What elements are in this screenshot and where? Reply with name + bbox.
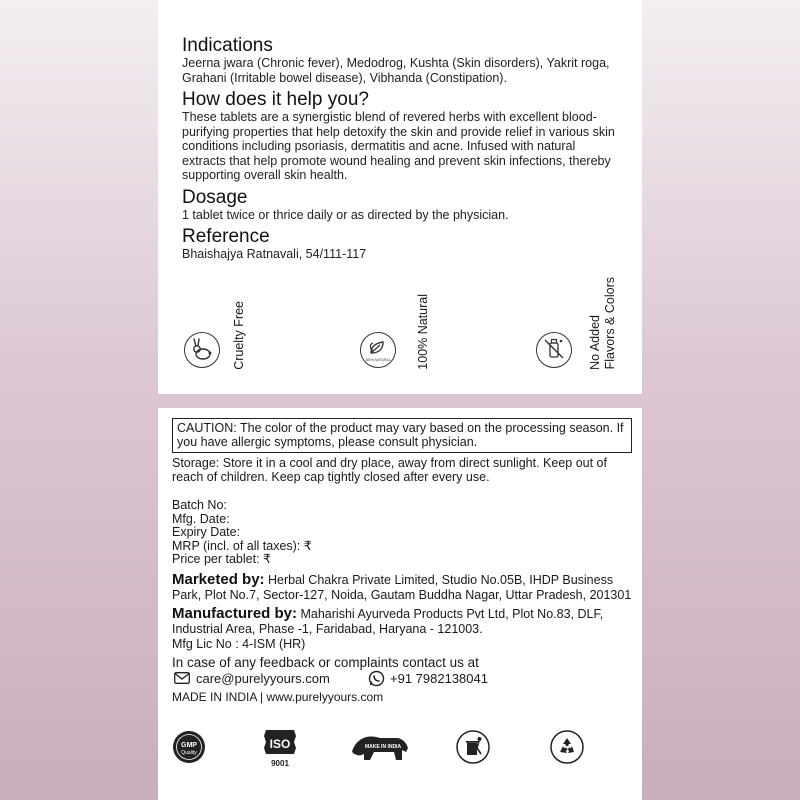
indications-text: Jeerna jwara (Chronic fever), Medodrog, Kushta (Skin disorders), Yakrit roga, Grahani (Irritable bowel disease), Vibhanda (Constipation). [182,56,610,85]
reference-text: Bhaishajya Ratnavali, 54/111-117 [182,247,367,261]
indications-heading: Indications [182,35,273,56]
recycle-icon [550,730,584,764]
caution-box [172,418,632,453]
storage-text: Store it in a cool and dry place, away from direct sunlight. Keep out of reach of children. Keep cap tightly closed after every use. [172,456,607,484]
marketed-by [172,572,632,603]
badge-cruelty-free [184,267,254,372]
marketed-by-label: Marketed by: [172,570,265,588]
feedback-text: In case of any feedback or complaints contact us at [172,654,479,670]
dosage-text: 1 tablet twice or thrice daily or as directed by the physician. [182,207,509,222]
certification-logos [172,726,632,774]
badge-label-natural: 100% Natural [416,293,430,370]
caution-label: CAUTION: [177,421,237,435]
badge-label-no-added-line2: Flavors & Colors [603,277,617,370]
badge-natural [360,267,440,372]
natural-seal-text: 100% NATURAL [364,358,391,362]
batch-details [172,499,632,567]
marketed-by-text: Herbal Chakra Private Limited, Studio No.05B, IHDP Business Park, Plot No.7, Sector-127, Noida, Gautam Buddha Nagar, Uttar Pradesh, 201301 [172,572,632,602]
badge-no-added [536,267,626,372]
gmp-quality-icon [172,730,206,764]
make-in-india-icon [350,728,412,768]
caution-text: The color of the product may vary based on the processing season. If you have allergic symptoms, please consult physician. [177,421,624,449]
storage-label: Storage: [172,456,220,470]
expiry-date: Expiry Date: [172,525,241,539]
iso-text: ISO [269,737,291,751]
made-in-india-website: MADE IN INDIA | www.purelyyours.com [172,690,384,704]
feature-badges [182,267,618,377]
batch-number: Batch No: [172,498,227,512]
reference-heading: Reference [182,226,270,247]
price-per-tablet: Price per tablet: ₹ [172,552,271,566]
rabbit-icon [184,332,220,368]
iso-9001-icon [260,726,300,772]
mfg-date: Mfg. Date: [172,511,230,526]
product-info-panel [158,0,642,394]
phone-link[interactable]: +91 7982138041 [390,671,488,686]
mrp: MRP (incl. of all taxes): ₹ [172,538,312,553]
iso-number-text: 9001 [271,759,289,768]
contact-row [172,670,632,688]
make-in-india-text: MAKE IN INDIA [364,744,402,750]
dosage-heading: Dosage [182,186,248,208]
label-details-panel [158,408,642,800]
gmp-quality-text: Quality [181,750,197,756]
manufactured-by [172,606,632,637]
dispose-in-bin-icon [456,730,490,764]
no-bottle-icon [536,332,572,368]
manufactured-by-text: Maharishi Ayurveda Products Pvt Ltd, Plot No.83, DLF, Industrial Area, Phase -1, Faridabad, Haryana - 121003. [172,606,604,636]
help-text: These tablets are a synergistic blend of revered herbs with excellent blood-purifying properties that help detoxify the skin and provide relief in various skin conditions including psoriasis, dermatitis and acne. Infused with natural extracts that help promote wound healing and prevent skin infections, thereby supporting overall skin health. [182,110,615,182]
help-heading: How does it help you? [182,89,369,110]
manufactured-by-label: Manufactured by: [172,604,298,622]
gmp-text: GMP [181,742,197,749]
mail-icon [174,672,190,687]
badge-label-no-added-line1: No Added [588,314,602,370]
storage-info [172,457,632,484]
badge-label-cruelty-free: Cruelty Free [232,300,246,370]
email-link[interactable]: care@purelyyours.com [196,671,330,686]
mfg-licence: Mfg Lic No : 4-ISM (HR) [172,636,306,651]
leaf-icon [360,332,396,368]
whatsapp-icon [368,670,385,690]
